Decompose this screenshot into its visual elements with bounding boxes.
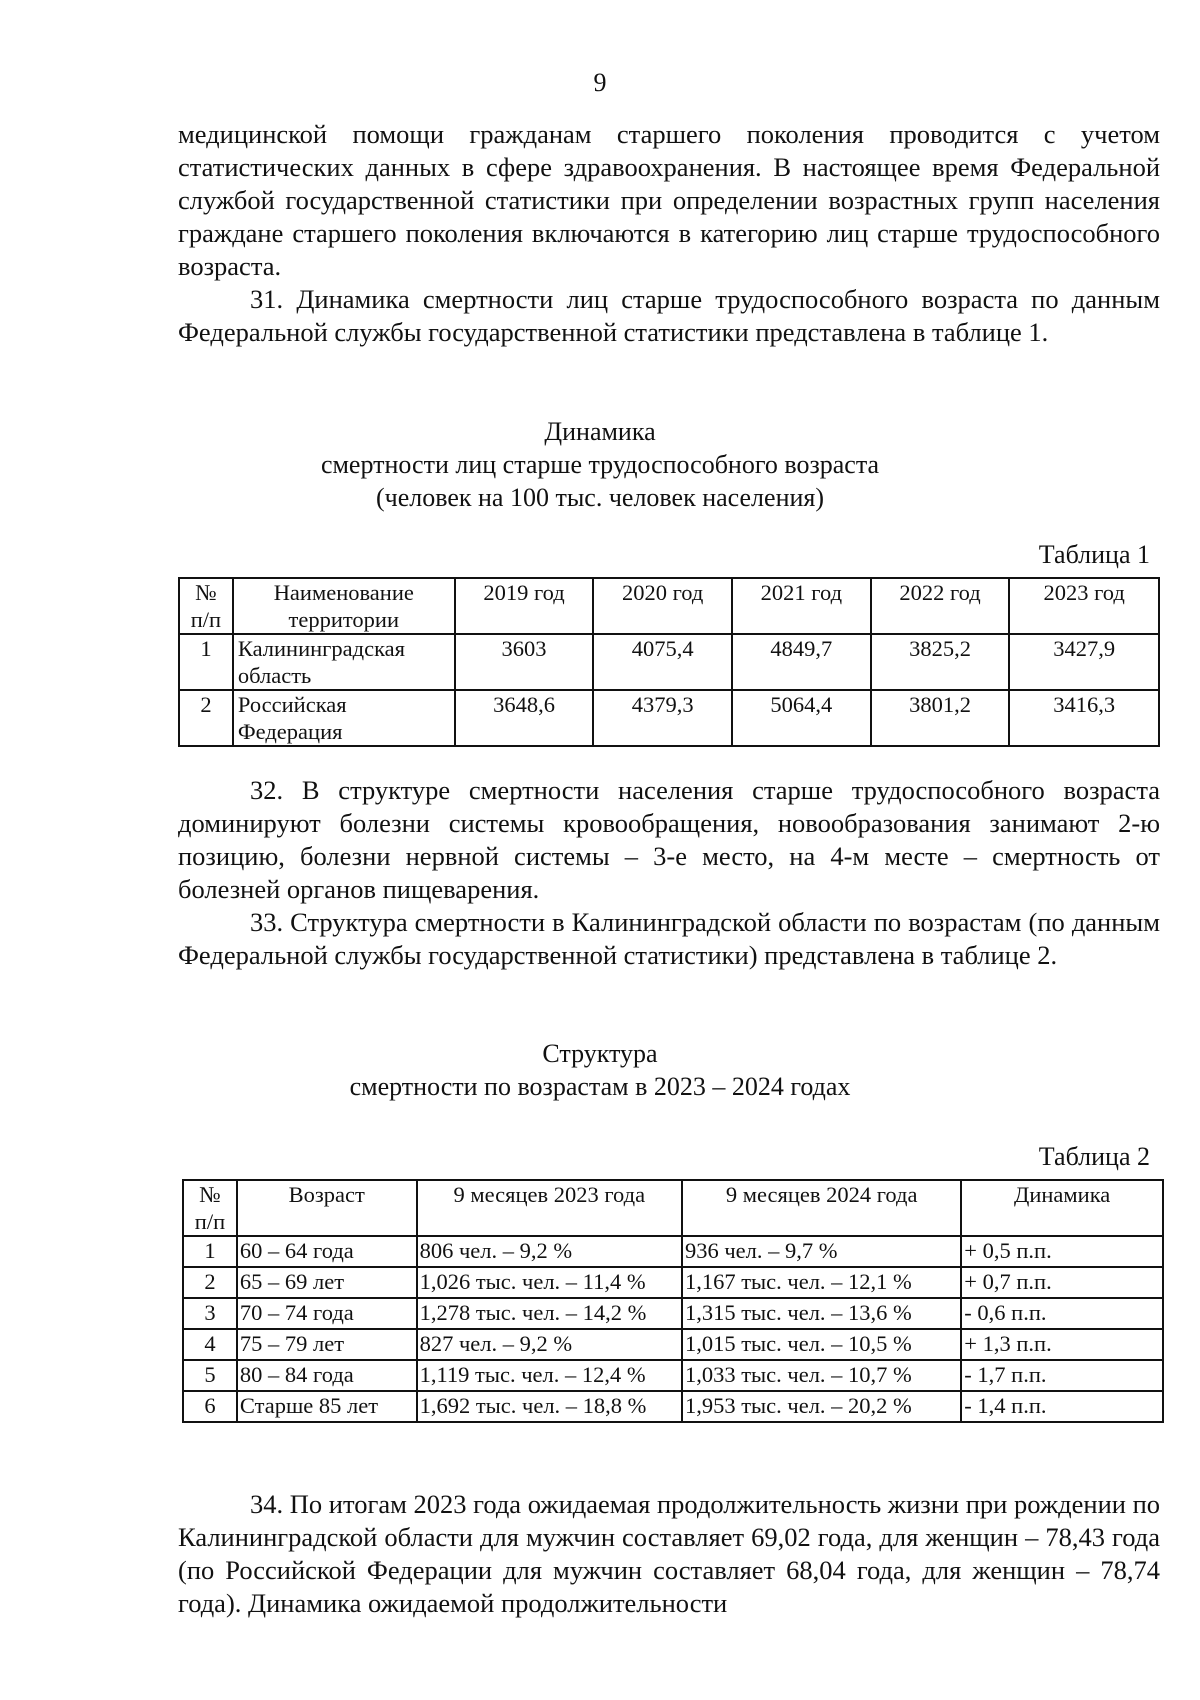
- table2-cell: 4: [183, 1329, 237, 1360]
- table1-cell: Российская Федерация: [233, 690, 455, 746]
- table1-header-row: [179, 578, 1159, 634]
- table1-header-2022: 2022 год: [871, 578, 1010, 634]
- table-1: [178, 577, 1160, 747]
- table1-cell: 3427,9: [1009, 634, 1159, 690]
- table1-header-2023: 2023 год: [1009, 578, 1159, 634]
- table1-cell: 5064,4: [732, 690, 871, 746]
- table-2: [182, 1179, 1164, 1423]
- table1-cell: 4849,7: [732, 634, 871, 690]
- table1-caption-subtitle: смертности лиц старше трудоспособного возраста: [320, 450, 880, 479]
- table1-caption-title: Динамика: [544, 417, 656, 446]
- table1-header-territory: Наименование территории: [233, 578, 455, 634]
- table2-cell: 1,278 тыс. чел. – 14,2 %: [417, 1298, 682, 1329]
- table-row: [183, 1329, 1163, 1360]
- table1-caption-units: (человек на 100 тыс. человек населения): [375, 483, 825, 512]
- table2-cell: 5: [183, 1360, 237, 1391]
- table2-label: Таблица 2: [1038, 1142, 1150, 1171]
- table-row: [183, 1267, 1163, 1298]
- table2-cell: 3: [183, 1298, 237, 1329]
- table2-header-row: [183, 1180, 1163, 1236]
- table2-cell: 1,953 тыс. чел. – 20,2 %: [682, 1391, 961, 1422]
- table2-caption-title: Структура: [542, 1039, 658, 1068]
- table2-cell: 1: [183, 1236, 237, 1267]
- table1-cell: 4075,4: [593, 634, 732, 690]
- paragraph-31: 31. Динамика смертности лиц старше трудоспособного возраста по данным Федеральной службы государственной статистики представлена в таблице 1.: [178, 284, 1160, 347]
- table1-cell: Калининградская область: [233, 634, 455, 690]
- table2-cell: 2: [183, 1267, 237, 1298]
- table2-cell: 1,692 тыс. чел. – 18,8 %: [417, 1391, 682, 1422]
- table2-header-2023: 9 месяцев 2023 года: [417, 1180, 682, 1236]
- table2-cell: 936 чел. – 9,7 %: [682, 1236, 961, 1267]
- table2-header-dynamics: Динамика: [961, 1180, 1163, 1236]
- table2-cell: 1,119 тыс. чел. – 12,4 %: [417, 1360, 682, 1391]
- table2-cell: 75 – 79 лет: [237, 1329, 417, 1360]
- table2-cell: 60 – 64 года: [237, 1236, 417, 1267]
- table2-cell: - 1,4 п.п.: [961, 1391, 1163, 1422]
- table-row: [183, 1391, 1163, 1422]
- table-row: [183, 1360, 1163, 1391]
- table1-cell: 1: [179, 634, 233, 690]
- table1-header-2021: 2021 год: [732, 578, 871, 634]
- table2-cell: + 0,5 п.п.: [961, 1236, 1163, 1267]
- table2-cell: 6: [183, 1391, 237, 1422]
- table2-cell: 1,026 тыс. чел. – 11,4 %: [417, 1267, 682, 1298]
- table2-cell: + 1,3 п.п.: [961, 1329, 1163, 1360]
- paragraph-33: 33. Структура смертности в Калининградской области по возрастам (по данным Федеральной службы государственной статистики) представлена в таблице 2.: [178, 907, 1160, 970]
- table2-cell: 70 – 74 года: [237, 1298, 417, 1329]
- table1-cell: 4379,3: [593, 690, 732, 746]
- table2-cell: - 0,6 п.п.: [961, 1298, 1163, 1329]
- table1-header-2019: 2019 год: [455, 578, 594, 634]
- paragraph-intro: медицинской помощи гражданам старшего поколения проводится с учетом статистических данных в сфере здравоохранения. В настоящее время Федеральной службой государственной статистики при определении возрастных групп населения граждане старшего поколения включаются в категорию лиц старше трудоспособного возраста.: [178, 119, 1160, 281]
- paragraph-32: 32. В структуре смертности населения старше трудоспособного возраста доминируют болезни системы кровообращения, новообразования занимают 2-ю позицию, болезни нервной системы – 3-е место, на 4-м месте – смертность от болезней органов пищеварения.: [178, 775, 1160, 904]
- table-row: [183, 1236, 1163, 1267]
- table2-cell: 1,033 тыс. чел. – 10,7 %: [682, 1360, 961, 1391]
- table1-header-2020: 2020 год: [593, 578, 732, 634]
- table1-label: Таблица 1: [1038, 540, 1150, 569]
- table2-cell: 1,315 тыс. чел. – 13,6 %: [682, 1298, 961, 1329]
- table1-cell: 3801,2: [871, 690, 1010, 746]
- table1-cell: 2: [179, 690, 233, 746]
- page-number: 9: [593, 68, 607, 97]
- table1-cell: 3603: [455, 634, 594, 690]
- table2-cell: 806 чел. – 9,2 %: [417, 1236, 682, 1267]
- table-row: [179, 690, 1159, 746]
- table1-cell: 3416,3: [1009, 690, 1159, 746]
- table2-cell: Старше 85 лет: [237, 1391, 417, 1422]
- table2-cell: 65 – 69 лет: [237, 1267, 417, 1298]
- table1-header-number: № п/п: [179, 578, 233, 634]
- table-row: [179, 634, 1159, 690]
- table2-cell: 827 чел. – 9,2 %: [417, 1329, 682, 1360]
- table2-cell: 1,015 тыс. чел. – 10,5 %: [682, 1329, 961, 1360]
- table2-header-2024: 9 месяцев 2024 года: [682, 1180, 961, 1236]
- table-row: [183, 1298, 1163, 1329]
- table2-cell: 1,167 тыс. чел. – 12,1 %: [682, 1267, 961, 1298]
- table2-cell: 80 – 84 года: [237, 1360, 417, 1391]
- table2-header-number: № п/п: [183, 1180, 237, 1236]
- table2-cell: + 0,7 п.п.: [961, 1267, 1163, 1298]
- table1-cell: 3648,6: [455, 690, 594, 746]
- table2-header-age: Возраст: [237, 1180, 417, 1236]
- table1-cell: 3825,2: [871, 634, 1010, 690]
- table2-caption-subtitle: смертности по возрастам в 2023 – 2024 годах: [349, 1072, 851, 1101]
- paragraph-34: 34. По итогам 2023 года ожидаемая продолжительность жизни при рождении по Калининградской области для мужчин составляет 69,02 года, для женщин – 78,43 года (по Российской Федерации для мужчин составляет 68,04 года, для женщин – 78,74 года). Динамика ожидаемой продолжительности: [178, 1489, 1160, 1618]
- table2-cell: - 1,7 п.п.: [961, 1360, 1163, 1391]
